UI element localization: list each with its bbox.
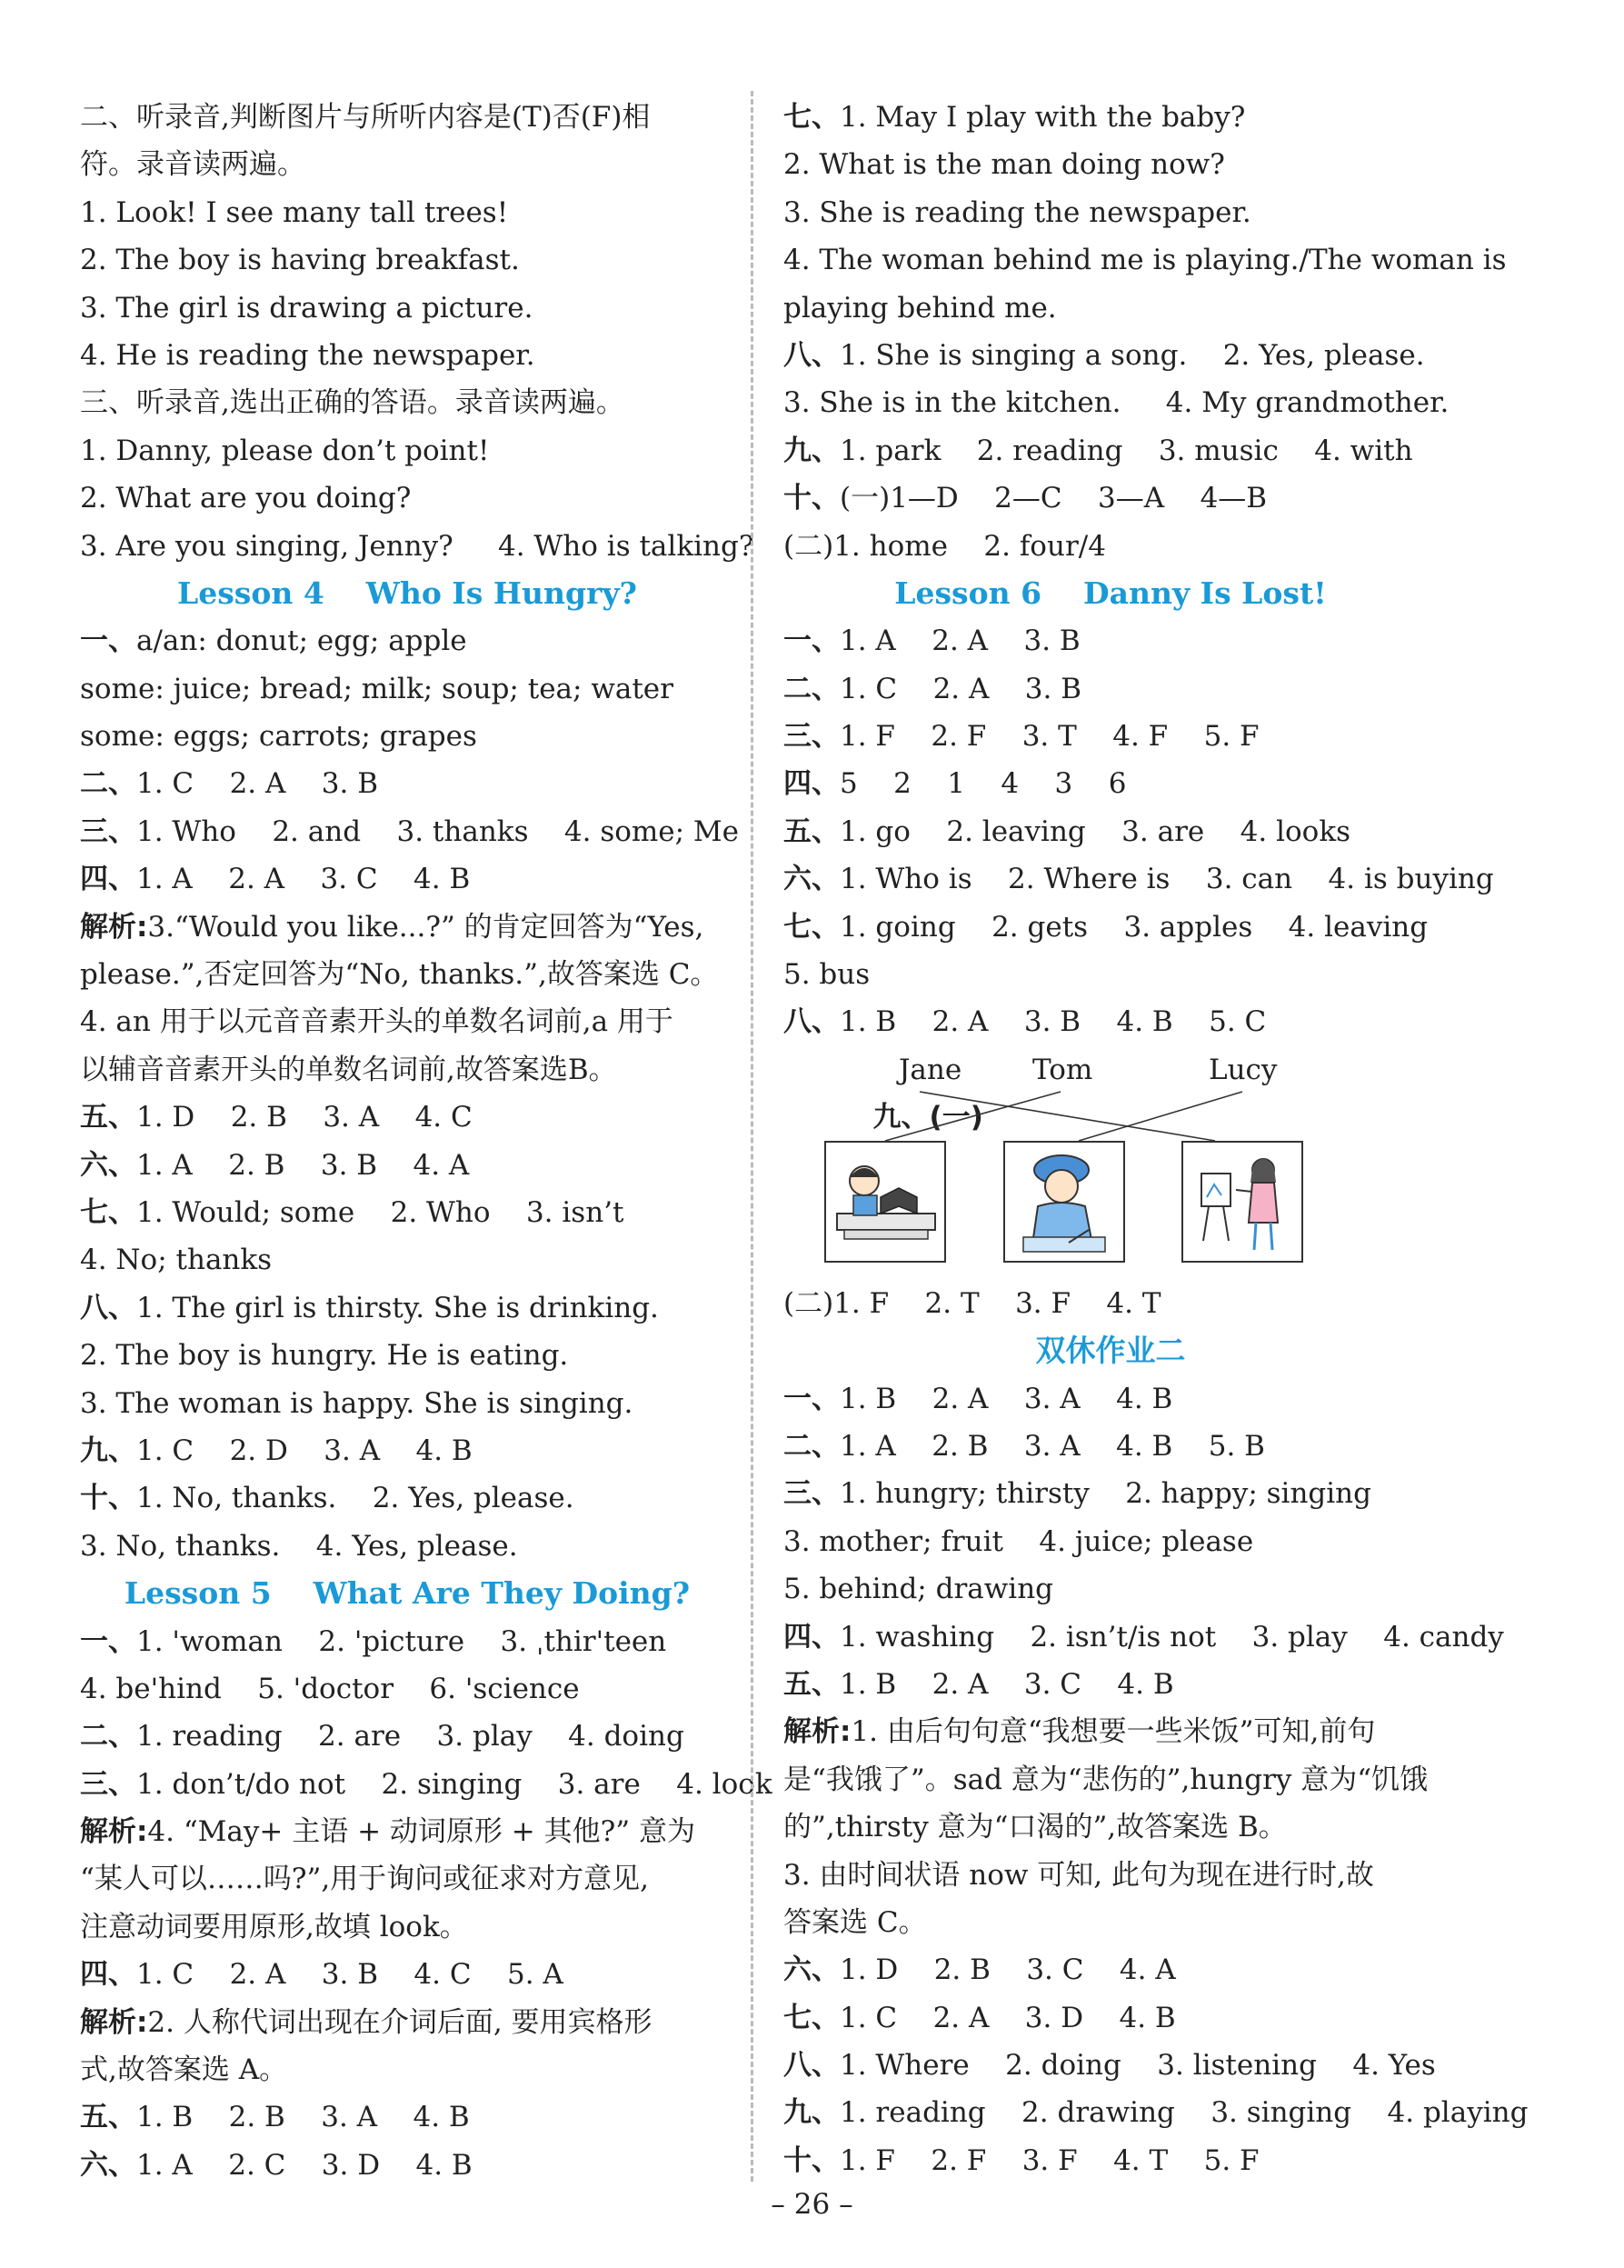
answer-text: 1. Who 2. and 3. thanks 4. some; Me [136,814,740,848]
question-label: 五、 [783,814,840,848]
question-label: 一、 [80,1624,136,1658]
answer-line [80,1474,734,1522]
answer-line [783,951,1438,998]
answer-text: 1. go 2. leaving 3. are 4. looks [840,814,1351,848]
answer-line [783,475,1438,522]
answer-text: 三、听录音,选出正确的答语。录音读两遍。 [80,386,624,420]
answer-text: 1. B 2. A 3. B 4. B 5. C [840,1005,1267,1039]
answer-text: 1. Who is 2. Where is 3. can 4. is buying [840,863,1494,896]
girl-writing-picture [1003,1141,1125,1263]
answer-line [80,2046,734,2093]
answer-text: 1. The girl is thirsty. She is drinking. [136,1291,659,1324]
answer-text: 1. hungry; thirsty 2. happy; singing [840,1477,1371,1511]
answer-text: 1. Danny, please don’t point! [80,434,490,467]
answer-line [783,1899,1438,1946]
answer-text: 3. She is reading the newspaper. [783,195,1251,229]
answer-line [783,94,1438,141]
answer-text: 1. B 2. A 3. A 4. B [840,1382,1173,1415]
answer-text: 1. A 2. B 3. B 4. A [136,1148,470,1182]
answer-text: 1. Where 2. doing 3. listening 4. Yes [840,2049,1436,2083]
question-label: 二、 [80,767,136,801]
answer-line [80,1855,734,1903]
answer-line [80,379,734,426]
answer-text: 1. D 2. B 3. C 4. A [840,1953,1176,1987]
answer-line [80,998,734,1045]
woman-painting-picture [1181,1141,1303,1263]
question-label: 八、 [80,1291,136,1324]
question-label: 三、 [80,1767,136,1801]
question-label: 一、 [783,624,840,658]
answer-text: 1. C 2. A 3. B [136,767,379,801]
question-label: 六、 [783,1953,840,1987]
answer-text: 1. D 2. B 3. A 4. C [136,1101,473,1134]
answer-text: 4. The woman behind me is playing./The woman is [783,244,1507,277]
answer-line [783,1375,1438,1423]
answer-line [783,379,1450,426]
question-label: 一、 [80,624,136,658]
question-label: 二、 [80,1720,136,1753]
question-label: 八、 [783,2049,840,2083]
answer-line [80,1523,734,1570]
answer-line [80,1094,734,1141]
answer-text: 3. No, thanks. 4. Yes, please. [80,1529,518,1563]
answer-text: 1. C 2. D 3. A 4. B [136,1434,473,1467]
answer-line [80,523,754,570]
answer-line [80,94,734,141]
match-line-lucy [1079,1092,1242,1141]
answer-text: 1. A 2. A 3. C 4. B [136,863,471,896]
answer-text: 3. mother; fruit 4. juice; please [783,1524,1254,1558]
answer-line [80,1046,734,1094]
answer-text: 4. No; thanks [80,1244,273,1277]
answer-line [783,523,1438,570]
answer-line [80,760,734,807]
answer-text: 以辅音音素开头的单数名词前,故答案选B。 [80,1053,617,1086]
answer-text: 3.“Would you like...?” 的肯定回答为“Yes, [147,910,704,944]
answer-line [783,189,1438,236]
answer-line [80,1713,734,1760]
right-column [783,94,1529,2184]
answer-line [80,1618,734,1665]
answer-text: please.”,否定回答为“No, thanks.”,故答案选 C。 [80,958,719,992]
answer-text: 二、听录音,判断图片与所听内容是(T)否(F)相 [80,101,651,134]
answer-text: 5 2 1 4 3 6 [840,767,1127,801]
answer-text: 1. C 2. A 3. B [840,672,1082,705]
answer-text: 1. She is singing a song. 2. Yes, please. [840,338,1425,372]
answer-text: 1. C 2. A 3. B 4. C 5. A [136,1958,563,1992]
column-divider [751,91,753,2182]
answer-text: 式,故答案选 A。 [80,2053,288,2087]
answer-line [783,1756,1438,1803]
match-line-jane [920,1092,1215,1141]
answer-line [783,808,1438,855]
answer-text: “某人可以……吗?”,用于询问或征求对方意见, [80,1863,650,1896]
answer-line [783,2042,1438,2089]
answer-line [783,1946,1438,1993]
question-label: 九、 [783,2096,840,2130]
question-label: 五、 [783,1667,840,1701]
question-label: 五、 [80,1101,136,1134]
answer-text: (二)1. home 2. four/4 [783,529,1106,563]
answer-line [783,285,1438,332]
answer-text: 1. No, thanks. 2. Yes, please. [136,1482,574,1515]
question-label: 解析: [80,2005,148,2039]
answer-text: 1. going 2. gets 3. apples 4. leaving [840,910,1429,944]
answer-line [80,332,734,379]
answer-line [80,904,734,951]
question-label: 六、 [80,2148,136,2182]
answer-line [80,665,734,713]
page-number: – 26 – [771,2188,853,2221]
question-label: 二、 [783,672,840,705]
answer-text: 3. 由时间状语 now 可知, 此句为现在进行时,故 [783,1858,1374,1892]
answer-line [80,808,740,855]
answer-line [783,855,1494,903]
answer-text: 1. 由后句句意“我想要一些米饭”可知,前句 [851,1715,1376,1749]
section-heading: Lesson 6 Danny Is Lost! [894,574,1327,611]
right-column-top [783,94,1507,1046]
question-label: 十、 [783,482,840,515]
match-line-tom [885,1092,1061,1141]
answer-text: 的”,thirsty 意为“口渴的”,故答案选 B。 [783,1811,1287,1844]
answer-text: some: eggs; carrots; grapes [80,720,477,754]
answer-text: 4. He is reading the newspaper. [80,338,535,372]
answer-text: 2. What is the man doing now? [783,148,1225,182]
answer-text: 4. be'hind 5. 'doctor 6. 'science [80,1672,580,1705]
question-label: 七、 [783,2001,840,2034]
answer-text: (二)1. F 2. T 3. F 4. T [783,1286,1161,1320]
question-label: 七、 [80,1195,136,1229]
answer-text: 1. F 2. F 3. T 4. F 5. F [840,720,1260,754]
answer-text: 注意动词要用原形,故填 look。 [80,1910,468,1943]
question-label: 九、 [80,1434,136,1467]
answer-text: 2. What are you doing? [80,482,412,515]
name-jane: Jane [899,1053,962,1086]
answer-line [783,1994,1438,2042]
answer-text: 1. reading 2. drawing 3. singing 4. playing [840,2096,1529,2130]
answer-line [80,2093,734,2141]
answer-text: 3. The girl is drawing a picture. [80,291,533,325]
answer-line [783,904,1438,951]
answer-text: 1. washing 2. isn’t/is not 3. play 4. candy [840,1620,1504,1654]
question-label: 一、 [783,1382,840,1415]
answer-line [80,1189,734,1236]
answer-line [80,617,734,664]
answer-text: 1. Look! I see many tall trees! [80,195,509,229]
answer-line [80,2142,734,2189]
answer-line [80,1903,734,1951]
question-label: 七、 [783,101,840,134]
answer-text: 4. “May+ 主语 + 动词原形 + 其他?” 意为 [147,1815,695,1849]
answer-text: 符。录音读两遍。 [80,148,305,182]
question-label: 三、 [783,720,840,754]
answer-line [80,1761,772,1808]
question-label: 三、 [783,1477,840,1511]
answer-line [80,236,734,284]
question-label: 六、 [80,1148,136,1182]
answer-text: some: juice; bread; milk; soup; tea; water [80,672,673,705]
answer-line [783,1614,1504,1661]
answer-text: 是“我饿了”。sad 意为“悲伤的”,hungry 意为“饥饿 [783,1763,1429,1796]
answer-line [783,1423,1438,1470]
answer-line [80,1380,734,1427]
answer-line [80,951,734,998]
answer-line [80,1236,734,1284]
answer-line [783,760,1438,807]
question-label: 四、 [80,1958,136,1992]
matching-label: 九、(一) [872,1100,983,1134]
answer-line [783,713,1438,760]
answer-line [80,1284,734,1332]
answer-line [783,1661,1438,1708]
answer-text: 1. A 2. C 3. D 4. B [136,2148,473,2182]
question-label: 十、 [80,1482,136,1515]
answer-line [80,141,734,188]
answer-text: 2. 人称代词出现在介词后面, 要用宾格形 [147,2005,653,2039]
left-column [80,94,772,2189]
answer-text: 1. Would; some 2. Who 3. isn’t [136,1195,624,1229]
answer-text: 3. She is in the kitchen. 4. My grandmother. [783,386,1450,420]
answer-line [80,1665,734,1713]
answer-line [783,1803,1438,1851]
answer-line [80,713,734,760]
answer-line [783,141,1438,188]
answer-line [80,189,734,236]
question-label: 四、 [783,1620,840,1654]
question-label: 解析: [80,910,148,944]
answer-text: 4. an 用于以元音音素开头的单数名词前,a 用于 [80,1005,673,1039]
answer-line [783,665,1438,713]
answer-text: a/an: donut; egg; apple [136,624,467,658]
answer-line [783,1708,1438,1755]
question-label: 解析: [783,1715,852,1749]
answer-text: (一)1—D 2—C 3—A 4—B [840,482,1268,515]
answer-line [80,1999,734,2046]
answer-line [783,236,1507,284]
question-label: 五、 [80,2101,136,2134]
answer-text: 1. May I play with the baby? [840,101,1246,134]
answer-text: 3. The woman is happy. She is singing. [80,1386,633,1420]
question-label: 三、 [80,814,136,848]
question-label: 四、 [783,767,840,801]
answer-line [783,1518,1438,1565]
question-label: 二、 [783,1429,840,1463]
answer-line [783,1565,1438,1613]
answer-line [80,1808,734,1855]
answer-text: 5. bus [783,958,871,992]
answer-line [80,427,734,475]
answer-line [80,1951,734,1998]
matching-exercise [783,1046,1438,1280]
answer-line [783,427,1438,475]
answer-line [783,998,1438,1045]
answer-text: 1. park 2. reading 3. music 4. with [840,434,1413,467]
answer-line [783,2137,1438,2184]
section-heading: Lesson 5 What Are They Doing? [124,1575,691,1612]
name-tom: Tom [1032,1053,1093,1086]
answer-text: 2. The boy is having breakfast. [80,244,520,277]
answer-line [80,1142,734,1189]
answer-text: 1. B 2. B 3. A 4. B [136,2101,470,2134]
answer-text: 1. C 2. A 3. D 4. B [840,2001,1176,2034]
answer-line [783,1280,1438,1327]
question-label: 九、 [783,434,840,467]
answer-line [783,2089,1529,2136]
question-label: 解析: [80,1815,148,1849]
question-label: 七、 [783,910,840,944]
answer-line [783,617,1438,664]
answer-text: 2. The boy is hungry. He is eating. [80,1339,569,1373]
answer-text: 1. don’t/do not 2. singing 3. are 4. look [136,1767,772,1801]
answer-text: 5. behind; drawing [783,1573,1054,1606]
question-label: 八、 [783,1005,840,1039]
question-label: 十、 [783,2143,840,2177]
answer-line [783,1470,1438,1517]
answer-text: playing behind me. [783,291,1057,325]
answer-line [783,332,1438,379]
answer-line [80,1332,734,1379]
name-lucy: Lucy [1209,1053,1278,1086]
answer-text: 3. Are you singing, Jenny? 4. Who is talking? [80,529,754,563]
section-heading: 双休作业二 [1035,1333,1186,1369]
section-heading: Lesson 4 Who Is Hungry? [177,574,637,611]
answer-text: 1. F 2. F 3. F 4. T 5. F [840,2143,1260,2177]
answer-text: 1. B 2. A 3. C 4. B [840,1667,1174,1701]
answer-line [80,1427,734,1474]
question-label: 四、 [80,863,136,896]
right-column-bottom [783,1280,1529,2184]
question-label: 八、 [783,338,840,372]
answer-line [80,855,734,903]
answer-text: 1. A 2. A 3. B [840,624,1081,658]
boy-reading-book-picture [824,1141,946,1263]
answer-text: 1. reading 2. are 3. play 4. doing [136,1720,684,1753]
answer-line [80,475,734,522]
answer-line [80,285,734,332]
answer-line [783,1852,1438,1899]
answer-text: 1. 'woman 2. 'picture 3. ˌthir'teen [136,1624,667,1658]
answer-text: 1. A 2. B 3. A 4. B 5. B [840,1429,1265,1463]
answer-text: 答案选 C。 [783,1905,927,1939]
question-label: 六、 [783,863,840,896]
